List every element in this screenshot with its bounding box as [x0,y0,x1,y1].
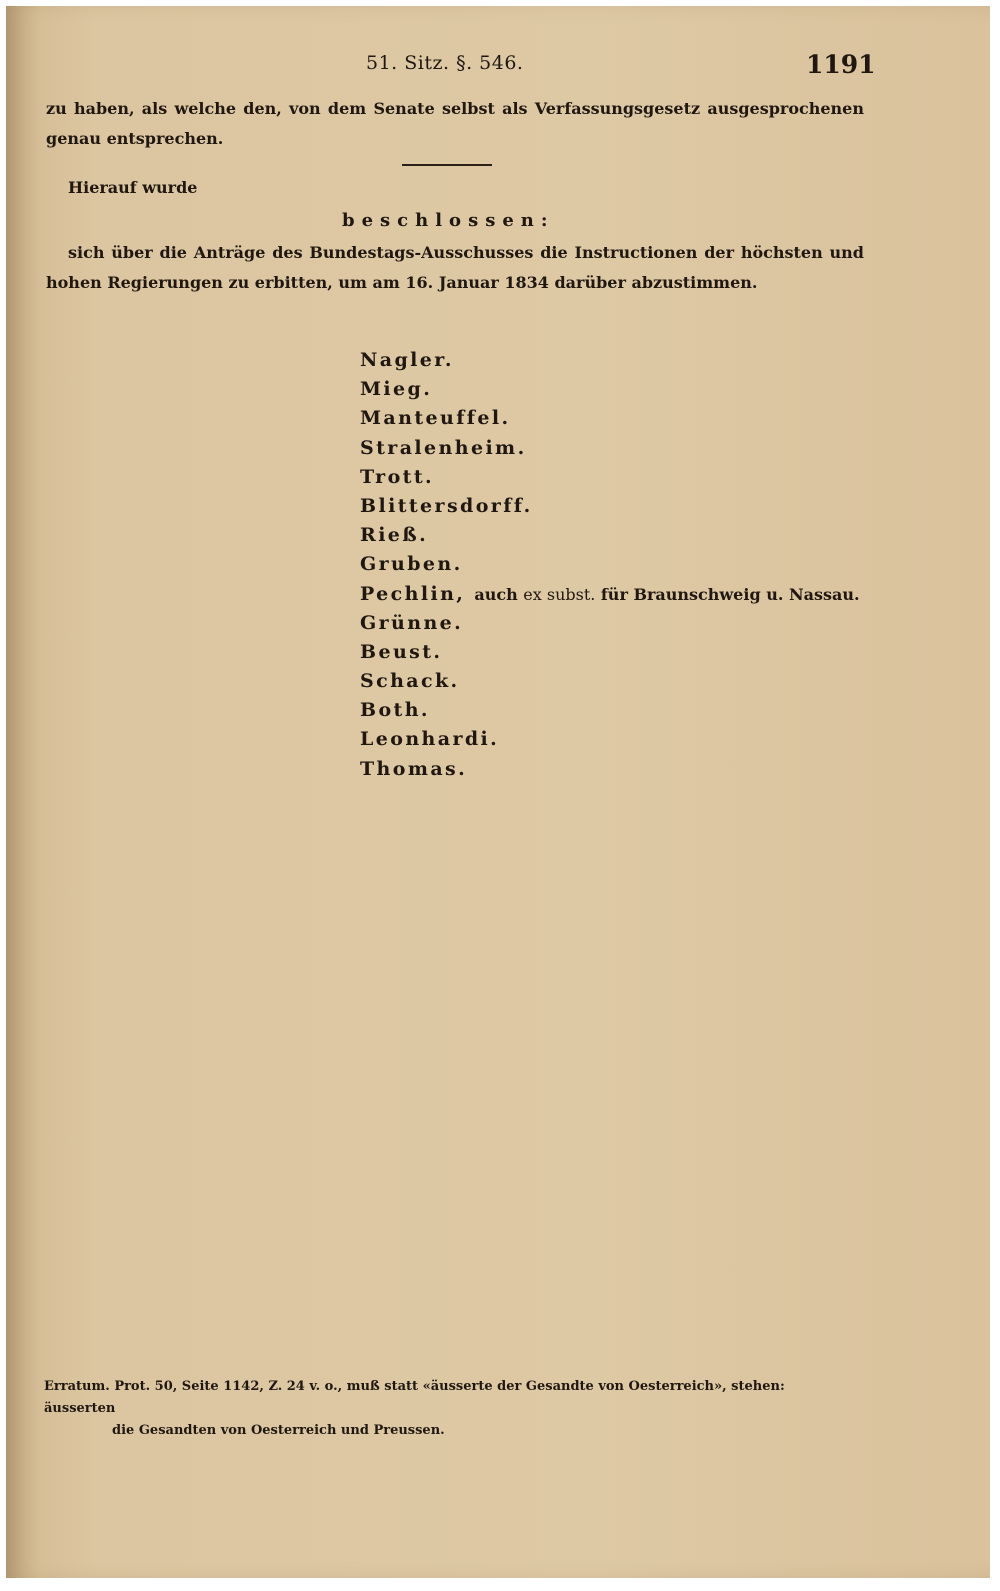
signature-blittersdorff: Blittersdorff. [360,494,533,517]
resolution-text: sich über die Anträge des Bundestags-Ausschusses die Instructionen der höchsten und hohen Regierungen zu erbitten, um am 16. Januar 1834 darüber abzustimmen. [46,243,864,292]
signature-riess: Rieß. [360,524,429,547]
signature-gruenne: Grünne. [360,611,464,634]
resolution-intro: Hierauf wurde [68,178,198,197]
scanned-page [6,6,990,1578]
page-number: 1191 [806,50,876,79]
pechlin-note-pre: auch [474,584,518,604]
pechlin-note-post: für Braunschweig u. Nassau. [600,584,860,604]
signature-gruben: Gruben. [360,553,463,576]
signature-leonhardi: Leonhardi. [360,728,500,751]
pechlin-note-latin: ex subst. [523,584,596,604]
session-reference: 51. Sitz. §. 546. [366,52,524,74]
signature-list [360,346,860,784]
erratum-note [44,1376,858,1442]
signature-trott: Trott. [360,465,435,488]
signature-manteuffel: Manteuffel. [360,407,511,430]
signature-thomas: Thomas. [360,757,468,780]
paragraph-continuation: zu haben, als welche den, von dem Senate selbst als Verfassungsgesetz ausgesprochenen genau entsprechen. [46,99,864,148]
signature-pechlin: Pechlin, [360,582,466,605]
pechlin-note [474,585,859,604]
erratum-line-1: Prot. 50, Seite 1142, Z. 24 v. o., muß statt «äusserte der Gesandte von Oesterreich», stehen: äusserten [44,1379,785,1416]
erratum-label: Erratum. [44,1379,110,1394]
resolution-heading: beschlossen: [342,210,555,231]
section-divider [402,164,492,166]
signature-both: Both. [360,699,430,722]
running-head [6,50,1000,84]
signature-stralenheim: Stralenheim. [360,436,527,459]
signature-schack: Schack. [360,670,460,693]
signature-mieg: Mieg. [360,378,433,401]
erratum-line-2: die Gesandten von Oesterreich und Preussen. [112,1423,445,1438]
signature-beust: Beust. [360,640,443,663]
signature-nagler: Nagler. [360,349,454,371]
signature-pechlin-row [360,580,860,609]
